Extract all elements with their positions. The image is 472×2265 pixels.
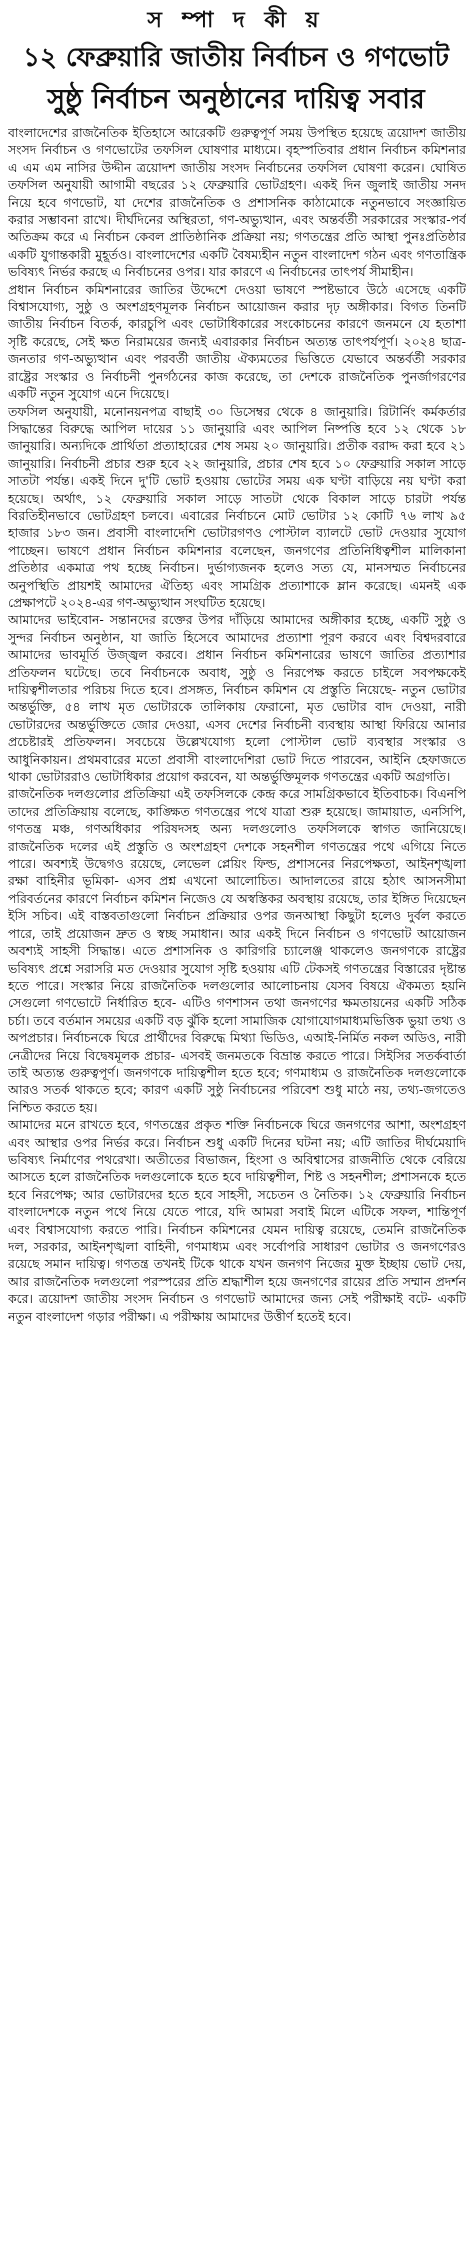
article-paragraph: আমাদের ভাইবোন- সন্তানদের রক্তের উপর দাঁড়িয়ে আমাদের অঙ্গীকার হচ্ছে, একটি সুষ্ঠু ও সুন্দর নির্বাচন অনুষ্ঠান, যা জাতি হিসেবে আমাদের প্রত্যাশা পূরণ করবে এবং বিশ্বদরবারে আমাদের ভাবমূর্তি উজ্জ্বল করবে। প্রধান নির্বাচন কমিশনারের ভাষণে জাতির প্রত্যাশার প্রতিফলন ঘটেছে। তবে নির্বাচনকে অবাধ, সুষ্ঠু ও নিরপেক্ষ করতে চাইলে সবপক্ষকেই দায়িত্বশীলতার পরিচয় দিতে হবে। প্রসঙ্গত, নির্বাচন কমিশন যে প্রস্তুতি নিয়েছে- নতুন ভোটার অন্তর্ভুক্তি, ৫৪ লাখ মৃত ভোটারকে তালিকায় ফেরানো, মৃত ভোটার বাদ দেওয়া, নারী ভোটারদের অন্তর্ভুক্তিতে জোর দেওয়া, এসব দেশের নির্বাচনী ব্যবস্থায় আস্থা ফিরিয়ে আনার প্রচেষ্টারই প্রতিফলন। সবচেয়ে উল্লেখযোগ্য হলো পোস্টাল ভোট ব্যবস্থার সংস্কার ও আধুনিকায়ন। প্রথমবারের মতো প্রবাসী বাংলাদেশিরা ভোট দিতে পারবেন, আইনি হেফাজতে থাকা ভোটাররাও ভোটাধিকার প্রয়োগ করবেন, যা অন্তর্ভুক্তিমূলক গণতন্ত্রের একটি অগ্রগতি। <box>8 612 466 785</box>
article-paragraph: বাংলাদেশের রাজনৈতিক ইতিহাসে আরেকটি গুরুত্বপূর্ণ সময় উপস্থিত হয়েছে ত্রয়োদশ জাতীয় সংসদ নির্বাচন ও গণভোটের তফসিল ঘোষণার মাধ্যমে। বৃহস্পতিবার প্রধান নির্বাচন কমিশনার এ এম এম নাসির উদ্দীন ত্রয়োদশ জাতীয় সংসদ নির্বাচনের তফসিল ঘোষণা করেন। ঘোষিত তফসিল অনুযায়ী আগামী বছরের ১২ ফেব্রুয়ারি ভোটগ্রহণ। একই দিন জুলাই জাতীয় সনদ নিয়ে হবে গণভোট, যা দেশের রাজনৈতিক ও প্রশাসনিক কাঠামোকে নতুনভাবে সংজ্ঞায়িত করার সম্ভাবনা রাখে। দীর্ঘদিনের অস্থিরতা, গণ-অভ্যুত্থান, এবং অন্তর্বর্তী সরকারের সংস্কার-পর্ব অতিক্রম করে এ নির্বাচন কেবল প্রাতিষ্ঠানিক প্রক্রিয়া নয়; গণতন্ত্রের প্রতি আস্থা পুনঃপ্রতিষ্ঠার একটি যুগান্তকারী মুহূর্তও। বাংলাদেশের একটি বৈষম্যহীন নতুন বাংলাদেশ গঠন এবং গণতান্ত্রিক ভবিষ্যৎ নির্ভর করছে এ নির্বাচনের ওপর। যার কারণে এ নির্বাচনের তাৎপর্য সীমাহীন। <box>8 125 466 280</box>
section-label: স ম্পা দ কী য় <box>147 7 325 33</box>
article-paragraph: তফসিল অনুযায়ী, মনোনয়নপত্র বাছাই ৩০ ডিসেম্বর থেকে ৪ জানুয়ারি। রিটার্নিং কর্মকর্তার সিদ্ধান্তের বিরুদ্ধে আপিল দায়ের ১১ জানুয়ারি এবং আপিল নিষ্পত্তি হবে ১২ থেকে ১৮ জানুয়ারি। অন্যদিকে প্রার্থিতা প্রত্যাহারের শেষ সময় ২০ জানুয়ারি। প্রতীক বরাদ্দ করা হবে ২১ জানুয়ারি। নির্বাচনী প্রচার শুরু হবে ২২ জানুয়ারি, প্রচার শেষ হবে ১০ ফেব্রুয়ারি সকাল সাড়ে সাতটা পর্যন্ত। একই দিনে দু'টি ভোট হওয়ায় ভোটের সময় এক ঘণ্টা বাড়িয়ে নয় ঘণ্টা করা হয়েছে। অর্থাৎ, ১২ ফেব্রুয়ারি সকাল সাড়ে সাতটা থেকে বিকাল সাড়ে চারটা পর্যন্ত বিরতিহীনভাবে ভোটগ্রহণ চলবে। এবারের নির্বাচনে মোট ভোটার ১২ কোটি ৭৬ লাখ ৯৫ হাজার ১৮৩ জন। প্রবাসী বাংলাদেশি ভোটারগণও পোস্টাল ব্যালটে ভোট দেওয়ার সুযোগ পাচ্ছেন। ভাষণে প্রধান নির্বাচন কমিশনার বলেছেন, জনগণের প্রতিনিধিত্বশীল মালিকানা প্রতিষ্ঠার একমাত্র পথ হচ্ছে নির্বাচন। দুর্ভাগ্যজনক হলেও সত্য যে, মানসম্মত নির্বাচনের অনুপস্থিতি প্রায়শই আমাদের ঐতিহ্য এবং সামগ্রিক প্রত্যাশাকে ম্লান করেছে। এমনই এক প্রেক্ষাপটে ২০২৪-এর গণ-অভ্যুত্থান সংঘটিত হয়েছে। <box>8 403 466 610</box>
editorial-subheadline: সুষ্ঠু নির্বাচন অনুষ্ঠানের দায়িত্ব সবার <box>47 84 425 115</box>
article-paragraph: রাজনৈতিক দলগুলোর প্রতিক্রিয়া এই তফসিলকে কেন্দ্র করে সামগ্রিকভাবে ইতিবাচক। বিএনপি তাদের প্রতিক্রিয়ায় বলেছে, কাঙ্ক্ষিত গণতন্ত্রের পথে যাত্রা শুরু হয়েছে। জামায়াত, এনসিপি, গণতন্ত্র মঞ্চ, গণঅধিকার পরিষদসহ অন্য দলগুলোও তফসিলকে স্বাগত জানিয়েছে। রাজনৈতিক দলের এই প্রস্তুতি ও অংশগ্রহণ দেশকে সহনশীল গণতন্ত্রের পথে এগিয়ে নিতে পারে। অবশ্যই উদ্বেগও রয়েছে, লেভেল প্লেয়িং ফিল্ড, প্রশাসনের নিরপেক্ষতা, আইনশৃঙ্খলা রক্ষা বাহিনীর ভূমিকা- এসব প্রশ্ন এখনো আলোচিত। আদালতের রায়ে হঠাৎ আসনসীমা পরিবর্তনের কারণে নির্বাচন কমিশন নিজেও যে অস্বস্তিকর অবস্থায় রয়েছে, তার ইঙ্গিত দিয়েছেন ইসি সচিব। এই বাস্তবতাগুলো নির্বাচন প্রক্রিয়ার ওপর জনআস্থা কিছুটা হলেও দুর্বল করতে পারে, তাই প্রয়োজন দ্রুত ও স্বচ্ছ সমাধান। আর একই দিনে নির্বাচন ও গণভোট আয়োজন অবশ্যই সাহসী সিদ্ধান্ত। এতে প্রশাসনিক ও কারিগরি চ্যালেঞ্জ থাকলেও জনগণকে রাষ্ট্রের ভবিষ্যৎ প্রশ্নে সরাসরি মত দেওয়ার সুযোগ সৃষ্টি হওয়ায় এটি টেকসই গণতন্ত্রের বিস্তারের দৃষ্টান্ত হতে পারে। সংস্কার নিয়ে রাজনৈতিক দলগুলোর আলোচনায় যেসব বিষয়ে ঐকমত্য হয়নি সেগুলো গণভোটে নির্ধারিত হবে- এটিও গণশাসন তথা জনগণের ক্ষমতায়নের একটি সঠিক চর্চা। তবে বর্তমান সময়ের একটি বড় ঝুঁকি হলো সামাজিক যোগাযোগমাধ্যমভিত্তিক ভুয়া তথ্য ও অপপ্রচার। নির্বাচনকে ঘিরে প্রার্থীদের বিরুদ্ধে মিথ্যা ভিডিও, এআই-নির্মিত নকল অডিও, নারী নেত্রীদের নিয়ে বিদ্বেষমূলক প্রচার- এসবই জনমতকে বিভ্রান্ত করতে পারে। সিইসির সতর্কবার্তা তাই অত্যন্ত গুরুত্বপূর্ণ। জনগণকে দায়িত্বশীল হতে হবে; গণমাধ্যম ও রাজনৈতিক দলগুলোকে আরও সতর্ক থাকতে হবে; কারণ একটি সুষ্ঠু নির্বাচনের পরিবেশ শুধু মাঠে নয়, তথ্য-জগতেও নিশ্চিত করতে হয়। <box>8 786 466 1115</box>
article-body <box>8 124 466 2260</box>
editorial-headline: ১২ ফেব্রুয়ারি জাতীয় নির্বাচন ও গণভোট <box>23 43 449 73</box>
article-paragraph: প্রধান নির্বাচন কমিশনারের জাতির উদ্দেশে দেওয়া ভাষণে স্পষ্টভাবে উঠে এসেছে একটি বিশ্বাসযোগ্য, সুষ্ঠু ও অংশগ্রহণমূলক নির্বাচন আয়োজন করার দৃঢ় অঙ্গীকার। বিগত তিনটি জাতীয় নির্বাচন বিতর্ক, কারচুপি এবং ভোটাধিকারের সংকোচনের কারণে জনমনে যে হতাশা সৃষ্টি করেছে, সেই ক্ষত নিরাময়ের জন্যই এবারকার নির্বাচন অত্যন্ত তাৎপর্যপূর্ণ। ২০২৪ ছাত্র-জনতার গণ-অভ্যুত্থান এবং পরবর্তী জাতীয় ঐক্যমতের ভিত্তিতে যেভাবে অন্তর্বর্তী সরকার রাষ্ট্রের সংস্কার ও নির্বাচনী পুনর্গঠনের কাজ করেছে, তা দেশকে রাজনৈতিক পুনর্জাগরণের একটি নতুন সুযোগ এনে দিয়েছে। <box>8 281 466 402</box>
article-paragraph: আমাদের মনে রাখতে হবে, গণতন্ত্রের প্রকৃত শক্তি নির্বাচনকে ঘিরে জনগণের আশা, অংশগ্রহণ এবং আস্থার ওপর নির্ভর করে। নির্বাচন শুধু একটি দিনের ঘটনা নয়; এটি জাতির দীর্ঘমেয়াদি ভবিষ্যৎ নির্মাণের পথরেখা। অতীতের বিভাজন, হিংসা ও অবিশ্বাসের রাজনীতি থেকে বেরিয়ে আসতে হলে রাজনৈতিক দলগুলোকে হতে হবে দায়িত্বশীল, শিষ্ট ও সহনশীল; প্রশাসনকে হতে হবে নিরপেক্ষ; আর ভোটারদের হতে হবে সাহসী, সচেতন ও নৈতিক। ১২ ফেব্রুয়ারি নির্বাচন বাংলাদেশকে নতুন পথে নিয়ে যেতে পারে, যদি আমরা সবাই মিলে এটিকে সফল, শান্তিপূর্ণ এবং বিশ্বাসযোগ্য করতে পারি। নির্বাচন কমিশনের যেমন দায়িত্ব রয়েছে, তেমনি রাজনৈতিক দল, সরকার, আইনশৃঙ্খলা বাহিনী, গণমাধ্যম এবং সর্বোপরি সাধারণ ভোটার ও জনগণেরও রয়েছে সমান দায়িত্ব। গণতন্ত্র তখনই টিকে থাকে যখন জনগণ নিজের মুক্ত ইচ্ছায় ভোট দেয়, আর রাজনৈতিক দলগুলো পরস্পরের প্রতি শ্রদ্ধাশীল হয়ে জনগণের রায়ের প্রতি সম্মান প্রদর্শন করে। ত্রয়োদশ জাতীয় সংসদ নির্বাচন ও গণভোট আমাদের জন্য সেই পরীক্ষাই বটে- একটি নতুন বাংলাদেশ গড়ার পরীক্ষা। এ পরীক্ষায় আমাদের উত্তীর্ণ হতেই হবে। <box>8 1117 466 1324</box>
